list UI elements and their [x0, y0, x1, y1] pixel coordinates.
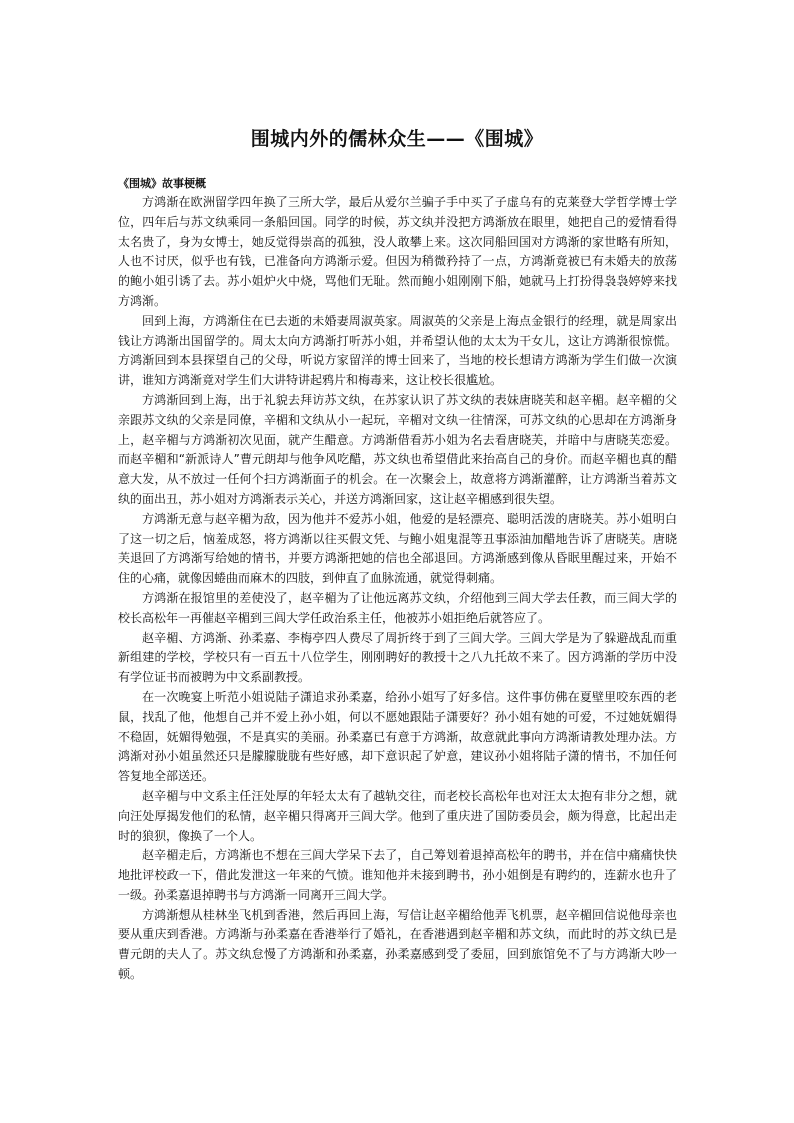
body-text: [118, 193, 677, 985]
paragraph: 方鸿渐在报馆里的差使没了，赵辛楣为了让他远离苏文纨，介绍他到三闾大学去任教，而三闾大学的校长高松年一再催赵辛楣到三闾大学任政治系主任，他被苏小姐拒绝后就答应了。: [118, 590, 677, 625]
paragraph: 方鸿渐无意与赵辛楣为敌，因为他并不爱苏小姐，他爱的是轻漂亮、聪明活泼的唐晓芙。苏小姐明白了这一切之后，恼羞成怒，将方鸿渐以往买假文凭、与鲍小姐鬼混等丑事添油加醋地告诉了唐晓芙。唐晓芙退回了方鸿渐写给她的情书，并要方鸿渐把她的信也全部退回。方鸿渐感到像从昏眠里醒过来，开始不住的心痛，就像因蜷曲而麻木的四肢，到伸直了血脉流通，就觉得刺痛。: [118, 511, 677, 586]
paragraph: 在一次晚宴上听范小姐说陆子潇追求孙柔嘉，给孙小姐写了好多信。这件事仿佛在夏壁里咬东西的老鼠，找乱了他，他想自己并不爱上孙小姐，何以不愿她跟陆子潇要好？孙小姐有她的可爱，不过她妩媚得不稳固，妩媚得勉强，不是真实的美丽。孙柔嘉已有意于方鸿渐，故意就此事向方鸿渐请教处理办法。方鸿渐对孙小姐虽然还只是朦朦胧胧有些好感，却下意识起了妒意，建议孙小姐将陆子潇的情书，不加任何答复地全部送还。: [118, 689, 677, 784]
paragraph: 回到上海，方鸿渐住在已去逝的未婚妻周淑英家。周淑英的父亲是上海点金银行的经理，就是周家出钱让方鸿渐出国留学的。周太太向方鸿渐打听苏小姐，并希望认他的太太为干女儿，这让方鸿渐很惊慌。方鸿渐回到本县探望自己的父母，听说方家留洋的博士回来了，当地的校长想请方鸿渐为学生们做一次演讲，谁知方鸿渐竟对学生们大讲特讲起鸦片和梅毒来，这让校长很尴尬。: [118, 313, 677, 388]
page-title: 围城内外的儒林众生——《围城》: [250, 128, 544, 150]
paragraph: 赵辛楣走后，方鸿渐也不想在三闾大学呆下去了，自己筹划着退掉高松年的聘书，并在信中痛痛快快地批评校政一下，借此发泄这一年来的气愤。谁知他并未接到聘书，孙小姐倒是有聘约的，连薪水也升了一级。孙柔嘉退掉聘书与方鸿渐一同离开三闾大学。: [118, 848, 677, 902]
paragraph: 方鸿渐想从桂林坐飞机到香港，然后再回上海，写信让赵辛楣给他弄飞机票，赵辛楣回信说他母亲也要从重庆到香港。方鸿渐与孙柔嘉在香港举行了婚礼，在香港遇到赵辛楣和苏文纨，而此时的苏文纨已是曹元朗的夫人了。苏文纨怠慢了方鸿渐和孙柔嘉，孙柔嘉感到受了委屈，回到旅馆免不了与方鸿渐大吵一顿。: [118, 907, 677, 982]
paragraph: 赵辛楣、方鸿渐、孙柔嘉、李梅亭四人费尽了周折终于到了三闾大学。三闾大学是为了躲避战乱而重新组建的学校，学校只有一百五十八位学生，刚刚聘好的教授十之八九托故不来了。因方鸿渐的学历中没有学位证书而被聘为中文系副教授。: [118, 630, 677, 685]
paragraph: 方鸿渐回到上海，出于礼貌去拜访苏文纨，在苏家认识了苏文纨的表妹唐晓芙和赵辛楣。赵辛楣的父亲跟苏文纨的父亲是同僚，辛楣和文纨从小一起玩，辛楣对文纨一往情深，可苏文纨的心思却在方鸿渐身上，赵辛楣与方鸿渐初次见面，就产生醋意。方鸿渐借看苏小姐为名去看唐晓芙，并暗中与唐晓芙恋爱。而赵辛楣和“新派诗人”曹元朗却与他争风吃醋，苏文纨也希望借此来抬高自己的身价。而赵辛楣也真的醋意大发，从不放过一任何个扫方鸿渐面子的机会。在一次聚会上，故意将方鸿渐灌醉，让方鸿渐当着苏文纨的面出丑，苏小姐对方鸿渐表示关心，并送方鸿渐回家，这让赵辛楣感到很失望。: [118, 392, 677, 506]
paragraph: 方鸿渐在欧洲留学四年换了三所大学，最后从爱尔兰骗子手中买了子虚乌有的克莱登大学哲学博士学位，四年后与苏文纨乘同一条船回国。同学的时候，苏文纨并没把方鸿渐放在眼里，她把自己的爱情看得太名贵了，身为女博士，她反觉得崇高的孤独，没人敢攀上来。这次同船回国对方鸿渐的家世略有所知，人也不讨厌，似乎也有钱，已准备向方鸿渐示爱。但因为稍微矜持了一点，方鸿渐竟被已有未婚夫的放荡的鲍小姐引诱了去。苏小姐炉火中烧，骂他们无耻。然而鲍小姐刚刚下船，她就马上打扮得袅袅婷婷来找方鸿渐。: [118, 195, 677, 308]
section-heading: 《围城》故事梗概: [118, 177, 206, 190]
paragraph: 赵辛楣与中文系主任汪处厚的年轻太太有了越轨交往，而老校长高松年也对汪太太抱有非分之想，就向汪处厚揭发他们的私情，赵辛楣只得离开三闾大学。他到了重庆进了国防委员会，颇为得意，比起出走时的狼狈，像换了一个人。: [118, 788, 677, 843]
